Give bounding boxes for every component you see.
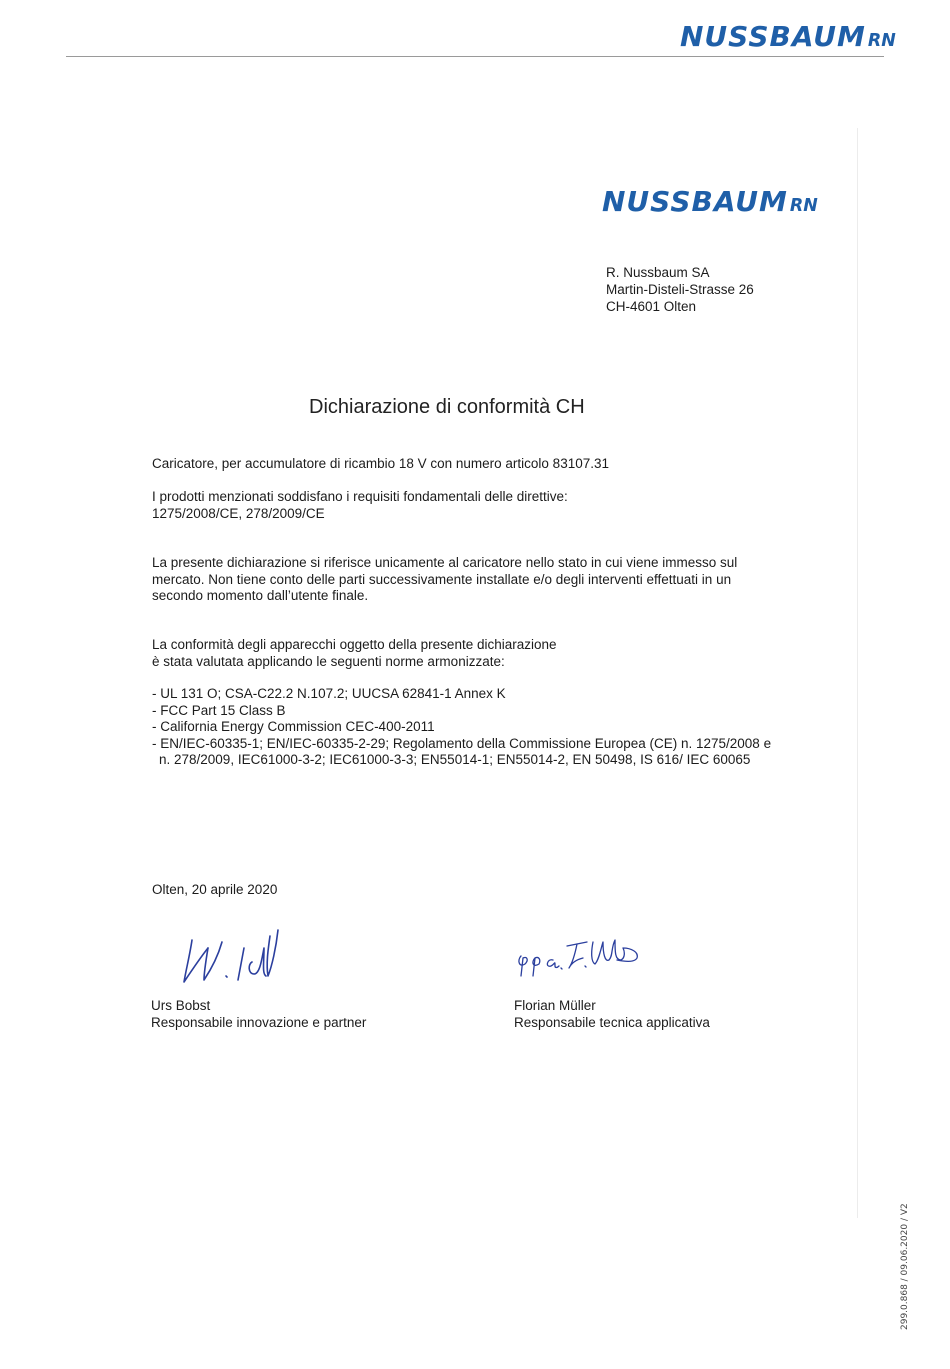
header-logo-suffix: RN xyxy=(867,31,896,51)
standards-list xyxy=(152,686,771,769)
signer-name: Florian Müller xyxy=(514,998,596,1013)
letterhead-logo xyxy=(602,185,818,218)
place-date: Olten, 20 aprile 2020 xyxy=(152,882,278,897)
address-line: R. Nussbaum SA xyxy=(606,265,710,280)
scan-edge-line xyxy=(857,128,858,1218)
address-line: CH-4601 Olten xyxy=(606,299,697,314)
header-logo xyxy=(680,20,896,53)
paragraph-line: La presente dichiarazione si riferisce unicamente al caricatore nello stato in cui viene immesso sul xyxy=(152,555,738,570)
address-line: Martin-Disteli-Strasse 26 xyxy=(606,282,754,297)
standard-item: - California Energy Commission CEC-400-2011 xyxy=(152,719,435,734)
document-reference: 299.0.868 / 09.06.2020 / V2 xyxy=(900,1203,910,1330)
conformity-paragraph xyxy=(152,637,557,670)
paragraph-line: mercato. Non tiene conto delle parti successivamente installate e/o degli interventi effettuati in un xyxy=(152,571,732,587)
header-rule xyxy=(66,56,884,57)
standard-item: - EN/IEC-60335-1; EN/IEC-60335-2-29; Regolamento della Commissione Europea (CE) n. 1275/2008 e xyxy=(152,735,772,751)
product-description: Caricatore, per accumulatore di ricambio 18 V con numero articolo 83107.31 xyxy=(152,456,609,471)
signature-florian-mueller xyxy=(513,930,648,980)
paragraph-line: è stata valutata applicando le seguenti norme armonizzate: xyxy=(152,653,505,669)
standard-item: - UL 131 O; CSA-C22.2 N.107.2; UUCSA 62841-1 Annex K xyxy=(152,686,506,701)
document-title: Dichiarazione di conformità CH xyxy=(309,396,585,418)
signer-role: Responsabile tecnica applicativa xyxy=(514,1015,710,1030)
scope-paragraph xyxy=(152,555,737,605)
company-address xyxy=(606,264,754,315)
signer-name: Urs Bobst xyxy=(151,998,211,1013)
paragraph-line: La conformità degli apparecchi oggetto della presente dichiarazione xyxy=(152,637,557,652)
directives-paragraph xyxy=(152,489,568,522)
signature-urs-bobst xyxy=(178,918,288,988)
signer-urs-bobst xyxy=(151,997,366,1031)
standard-item: - FCC Part 15 Class B xyxy=(152,702,286,718)
header-logo-main: NUSSBAUM xyxy=(680,20,866,53)
paragraph-line: secondo momento dall’utente finale. xyxy=(152,588,369,603)
signer-florian-mueller xyxy=(514,997,710,1031)
standard-item-continuation: n. 278/2009, IEC61000-3-2; IEC61000-3-3; EN55014-1; EN55014-2, EN 50498, IS 616/ IEC 60065 xyxy=(159,752,751,767)
letterhead-logo-suffix: RN xyxy=(789,196,818,216)
paragraph-line: 1275/2008/CE, 278/2009/CE xyxy=(152,505,325,521)
paragraph-line: I prodotti menzionati soddisfano i requisiti fondamentali delle direttive: xyxy=(152,489,568,504)
letterhead-logo-main: NUSSBAUM xyxy=(602,185,788,218)
signer-role: Responsabile innovazione e partner xyxy=(151,1015,367,1030)
